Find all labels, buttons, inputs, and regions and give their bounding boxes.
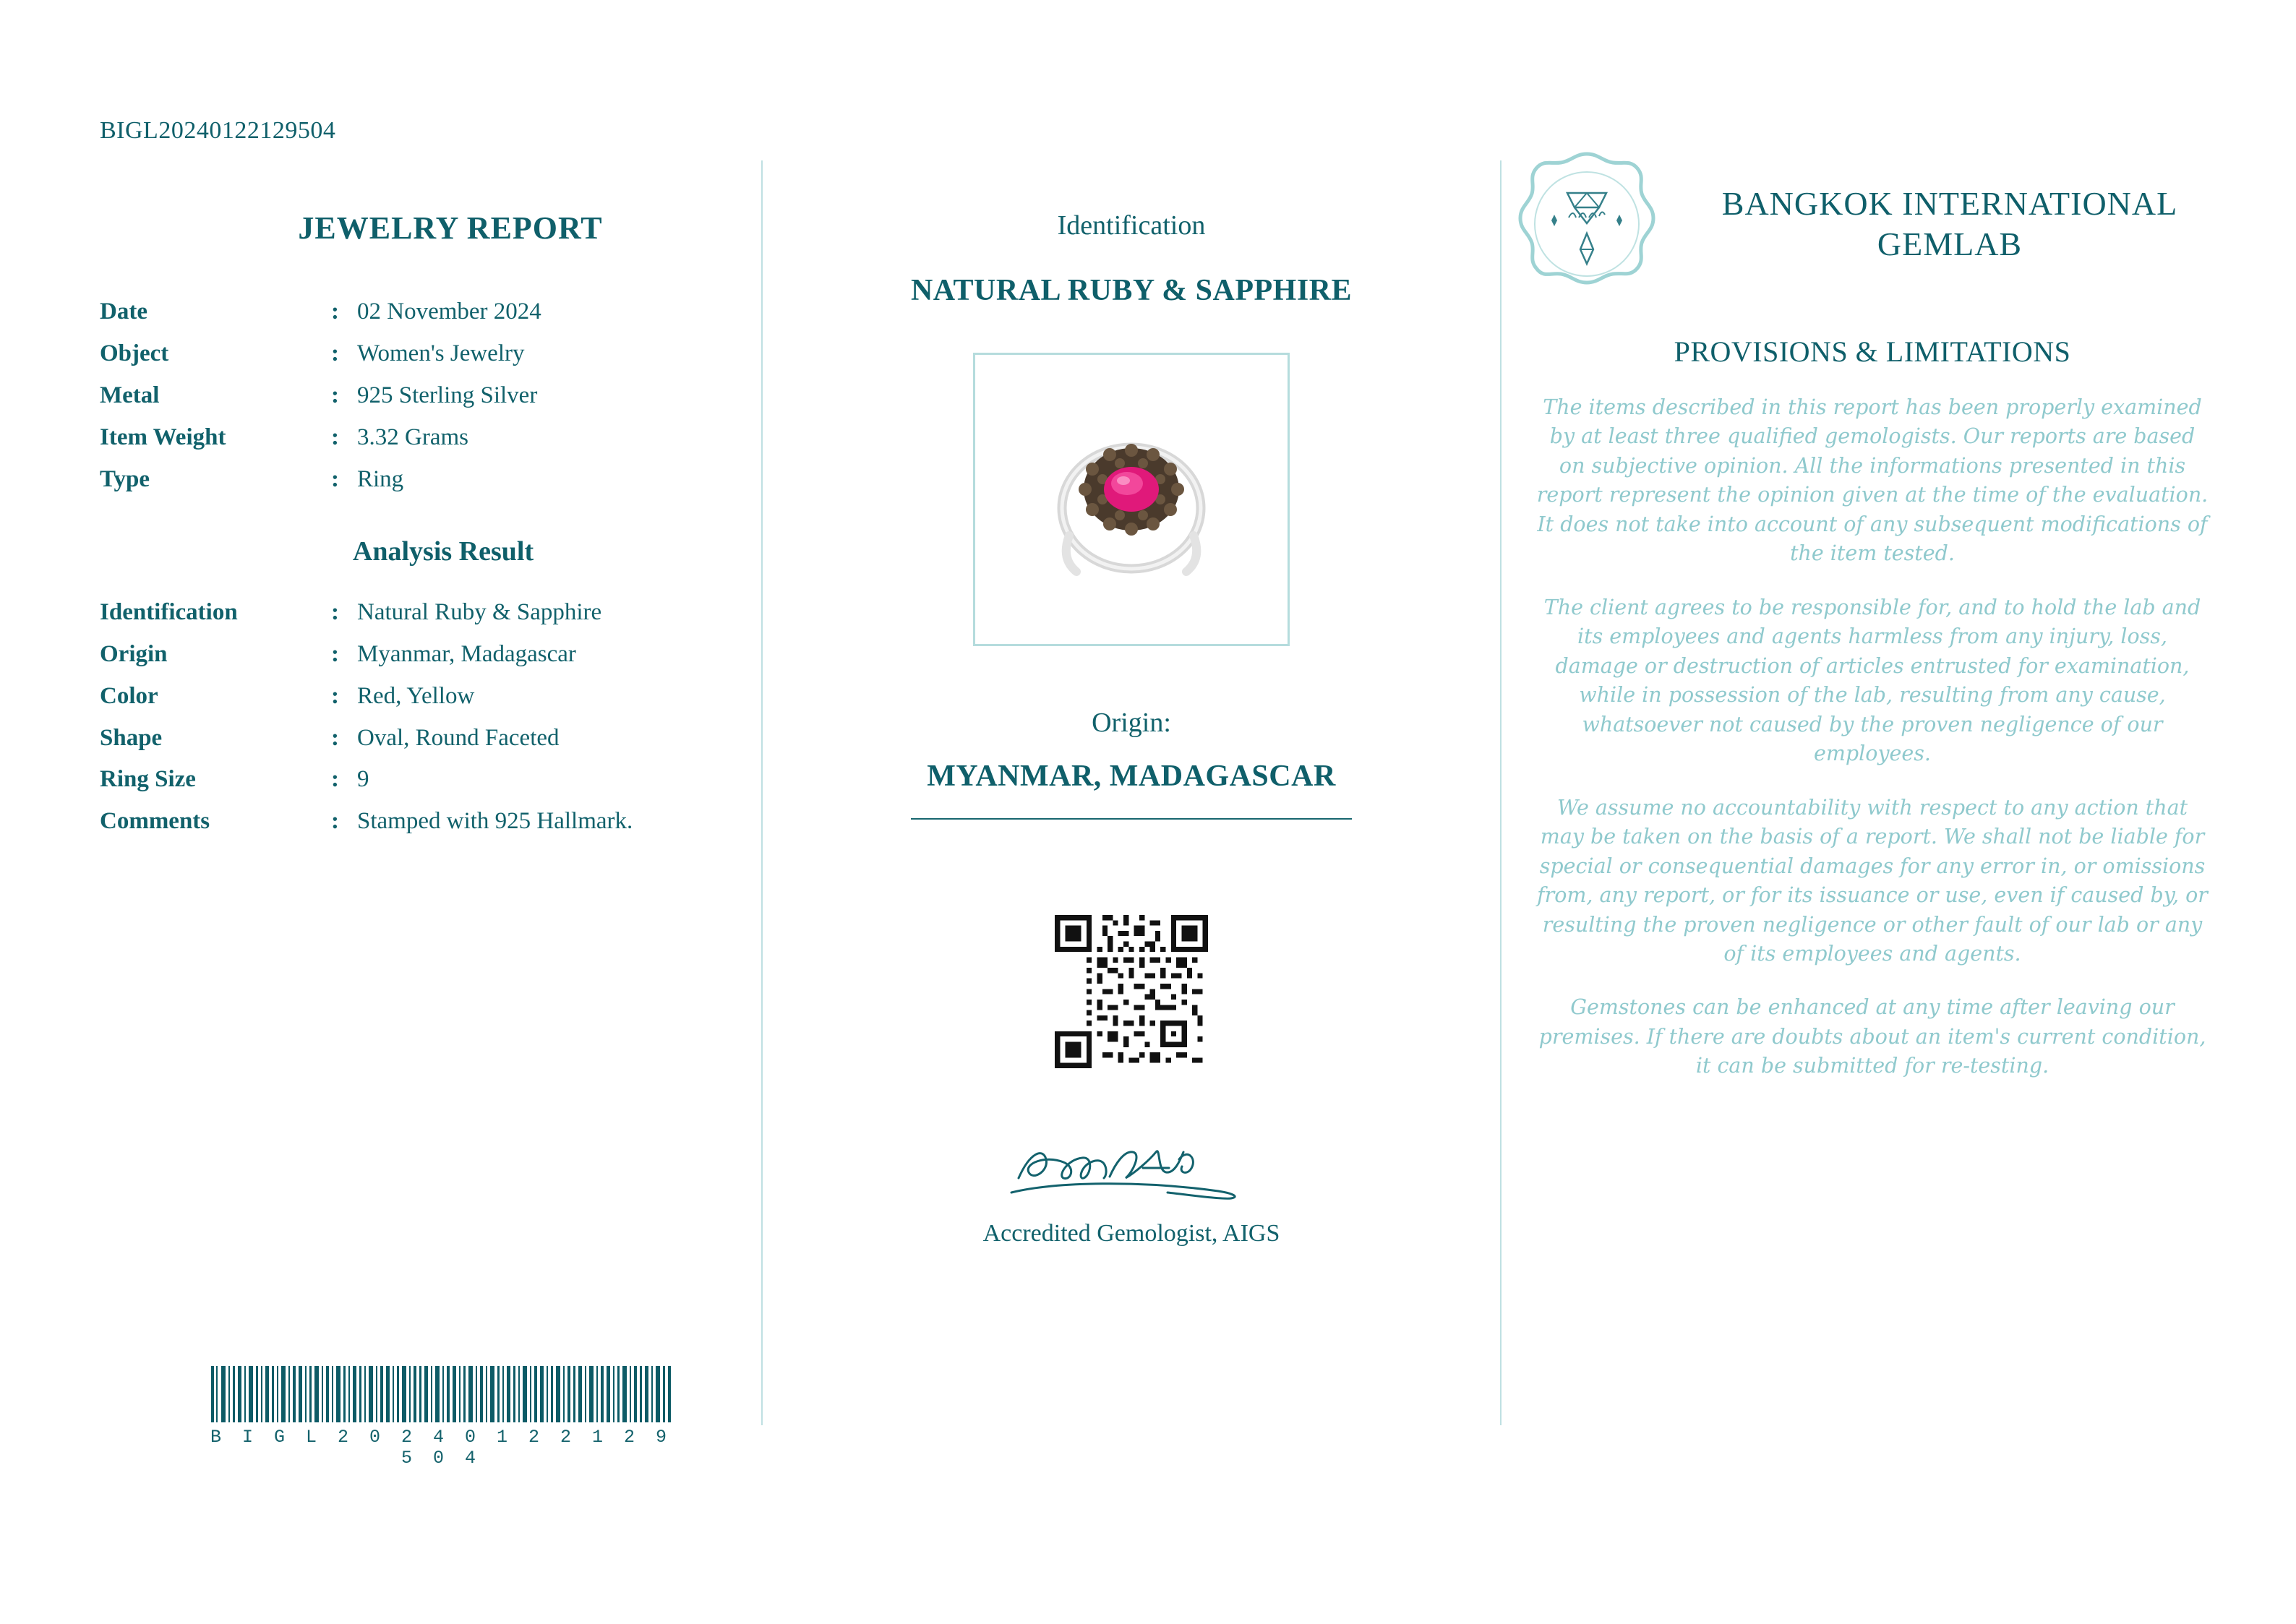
table-row [100, 459, 743, 501]
provisions-paragraph: The items described in this report has been properly examined by at least three qualified gemologists. Our reports are based on subjective opinion. All the informations presented in this report represent the opinion given at the time of the evaluation. It does not take into account of any subsequent modifications of the item tested. [1536, 395, 2209, 566]
field-colon: : [331, 465, 339, 492]
provisions-paragraph: We assume no accountability with respect to any action that may be taken on the basis of a report. We shall not be liable for special or consequential damages for any error in, or omissions from, any report, or for its issuance or use, even if caused by, or resulting the proven negligence or other fault of our lab or any of its employees and agents. [1537, 795, 2208, 966]
field-value: 3.32 Grams [357, 424, 468, 450]
field-label: Object [100, 340, 169, 366]
field-colon: : [331, 682, 339, 709]
column-divider-right [1500, 160, 1502, 1425]
field-colon: : [331, 382, 339, 408]
field-value: Stamped with 925 Hallmark. [357, 808, 633, 835]
field-label: Origin [100, 640, 168, 667]
qr-code-block[interactable] [766, 915, 1496, 1068]
field-value: 9 [357, 766, 369, 793]
page-title: JEWELRY REPORT [298, 210, 603, 246]
barcode-number: B I G L 2 0 2 4 0 1 2 2 1 2 9 5 0 4 [210, 1427, 672, 1469]
field-value: Natural Ruby & Sapphire [357, 598, 602, 625]
field-label: Comments [100, 808, 210, 835]
qr-code-icon[interactable] [1055, 915, 1208, 1068]
table-row [100, 333, 743, 375]
identification-label: Identification [1057, 210, 1206, 241]
table-row [100, 291, 743, 333]
field-value: Myanmar, Madagascar [357, 640, 576, 667]
center-column [766, 210, 1496, 1247]
field-label: Ring Size [100, 766, 196, 793]
field-value: 02 November 2024 [357, 298, 541, 325]
table-row [100, 676, 743, 718]
field-colon: : [331, 724, 339, 751]
field-value: 925 Sterling Silver [357, 382, 538, 408]
field-colon: : [331, 598, 339, 625]
table-row [100, 801, 743, 843]
field-label: Color [100, 682, 158, 709]
origin-label: Origin: [1092, 708, 1171, 738]
field-label: Type [100, 465, 150, 492]
left-column [100, 210, 743, 843]
gemologist-caption: Accredited Gemologist, AIGS [982, 1220, 1280, 1247]
brand-header [1511, 148, 2234, 300]
report-number: BIGL20240122129504 [100, 117, 336, 144]
table-row [100, 759, 743, 801]
table-row [100, 417, 743, 459]
field-value: Red, Yellow [357, 682, 475, 709]
table-row [100, 375, 743, 417]
field-colon: : [331, 766, 339, 793]
report-details-table [100, 291, 743, 501]
gem-photo-frame [973, 353, 1290, 646]
field-value: Women's Jewelry [357, 340, 525, 366]
barcode-bars-icon [210, 1366, 672, 1422]
ring-photo-icon [975, 355, 1288, 644]
signature-icon [1001, 1130, 1261, 1210]
origin-divider [911, 818, 1352, 820]
gemlab-logo-icon [1511, 148, 1663, 300]
column-divider-left [761, 160, 763, 1425]
field-label: Item Weight [100, 424, 226, 450]
field-label: Identification [100, 598, 238, 625]
field-colon: : [331, 340, 339, 366]
field-colon: : [331, 640, 339, 667]
table-row [100, 592, 743, 634]
provisions-paragraph: Gemstones can be enhanced at any time after leaving our premises. If there are doubts about an item's current condition, it can be submitted for re-testing. [1538, 995, 2206, 1078]
right-column [1511, 148, 2234, 1106]
analysis-result-title: Analysis Result [352, 536, 534, 567]
field-colon: : [331, 424, 339, 450]
origin-value: MYANMAR, MADAGASCAR [927, 760, 1336, 793]
identification-value: NATURAL RUBY & SAPPHIRE [910, 274, 1353, 307]
field-colon: : [331, 298, 339, 325]
field-colon: : [331, 808, 339, 835]
provisions-title: PROVISIONS & LIMITATIONS [1674, 335, 2071, 368]
field-value: Oval, Round Faceted [357, 724, 560, 751]
provisions-paragraph: The client agrees to be responsible for, and to hold the lab and its employees and agents harmless from any injury, loss, damage or destruction of articles entrusted for examination, while in possession of the lab, resulting from any cause, whatsoever not caused by the proven negligence of our employees. [1543, 595, 2201, 766]
barcode [210, 1366, 672, 1469]
field-label: Shape [100, 724, 163, 751]
field-value: Ring [357, 465, 404, 492]
brand-title: BANGKOK INTERNATIONAL GEMLAB [1721, 184, 2178, 262]
field-label: Date [100, 298, 147, 325]
table-row [100, 718, 743, 760]
signature-block [766, 1130, 1496, 1217]
field-label: Metal [100, 382, 160, 408]
table-row [100, 634, 743, 676]
analysis-result-table [100, 592, 743, 843]
